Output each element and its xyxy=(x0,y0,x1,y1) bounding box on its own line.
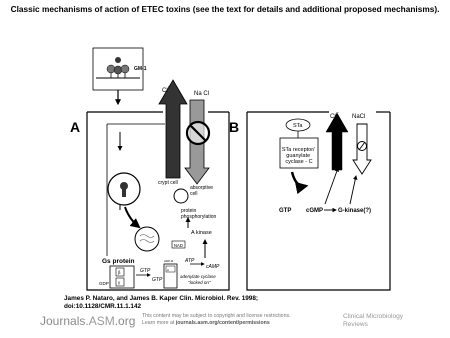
gdp-label: GDP xyxy=(99,281,109,286)
gkinase-to-nacl-arrow xyxy=(350,176,356,204)
panel-b xyxy=(229,110,390,290)
copyright-line1: This content may be subject to copyright and license restrictions. xyxy=(142,313,291,319)
g-kinase-label: G-kinase(?) xyxy=(338,208,372,214)
gtp-cgmp-arrow xyxy=(292,172,306,186)
journals-prefix: Journals. xyxy=(40,314,89,328)
panel-a-label: A xyxy=(70,119,81,135)
cl-secretion-arrow-b xyxy=(326,113,348,170)
phosphorylation-cycle-icon xyxy=(174,189,188,203)
cl-label: Cl xyxy=(162,88,168,94)
cl-secretion-arrow xyxy=(159,80,187,178)
gs-protein-complex-icon xyxy=(110,266,134,288)
copyright-note xyxy=(142,313,291,327)
journal-name-line1: Clinical Microbiology xyxy=(343,313,404,320)
cl-superscript-b: − xyxy=(336,110,339,116)
protein-phosphorylation-label: protein phosphorylation xyxy=(181,208,217,220)
cgmp-label: cGMP xyxy=(306,208,324,214)
endosome-vesicle-icon xyxy=(108,173,140,205)
journals-asm-logo[interactable] xyxy=(40,314,135,328)
cl-label-b: Cl xyxy=(330,114,336,120)
journals-asm: ASM xyxy=(88,314,115,328)
absorptive-cell-line1: absorptive xyxy=(190,185,214,191)
figure-title: Classic mechanisms of action of ETEC toxins (see the text for details and additional proposed mechanisms). xyxy=(10,4,440,14)
sta-label: STa xyxy=(293,123,303,129)
inhibition-icon xyxy=(187,122,209,144)
cl-superscript: − xyxy=(168,84,171,90)
gtp-label-2: GTP xyxy=(152,277,163,283)
alpha-label: A xyxy=(167,268,170,272)
crypt-cell-label: crypt cell xyxy=(158,180,178,186)
inhibition-icon-b xyxy=(358,142,367,151)
learn-more-prefix: Learn more at xyxy=(142,320,176,326)
nacl-label-b: NaCl xyxy=(352,114,366,120)
citation: James P. Nataro, and James B. Kaper Clin. Microbiol. Rev. 1998; doi:10.1128/CMR.11.1.142 xyxy=(64,295,259,310)
journal-name xyxy=(343,313,403,329)
journal-name-line2: Reviews xyxy=(343,321,368,328)
permissions-link[interactable]: journals.asm.org/content/permissions xyxy=(175,320,270,326)
gtp-label: GTP xyxy=(279,208,292,214)
nacl-label: Na Cl xyxy=(194,91,210,97)
gtp-label-1: GTP xyxy=(140,268,151,274)
locked-on-label: "locked on" xyxy=(188,280,211,285)
golgi-vesicle-icon xyxy=(135,227,159,251)
adenylate-cyclase-label: adenylate cyclase xyxy=(180,274,216,279)
journals-suffix: .org xyxy=(114,314,136,328)
adenylate-cyclase-icon xyxy=(164,264,177,288)
gs-protein-label: Gs protein xyxy=(102,258,135,265)
absorptive-cell-line2: cell xyxy=(190,191,198,197)
sta-receptor-label: STa receptor/ guanylate cyclase - C xyxy=(281,147,315,165)
beta-label: β xyxy=(118,270,121,275)
a-kinase-label: A kinase xyxy=(191,230,212,236)
panel-b-cell-outline xyxy=(247,112,390,290)
panel-a xyxy=(70,48,229,290)
copyright-line2 xyxy=(142,320,291,327)
atp-label: ATP xyxy=(185,258,195,264)
adp-r-label: ADP-R xyxy=(164,259,174,263)
gamma-label: γ xyxy=(118,280,121,285)
trafficking-arrow xyxy=(125,207,139,227)
nad-label: NAD xyxy=(174,243,183,248)
gkinase-to-cl-arrow xyxy=(325,168,338,204)
panel-b-label: B xyxy=(229,119,240,135)
absorptive-cell-label xyxy=(190,185,214,197)
gm1-label: GM-1 xyxy=(134,66,147,72)
camp-label: cAMP xyxy=(206,264,220,270)
